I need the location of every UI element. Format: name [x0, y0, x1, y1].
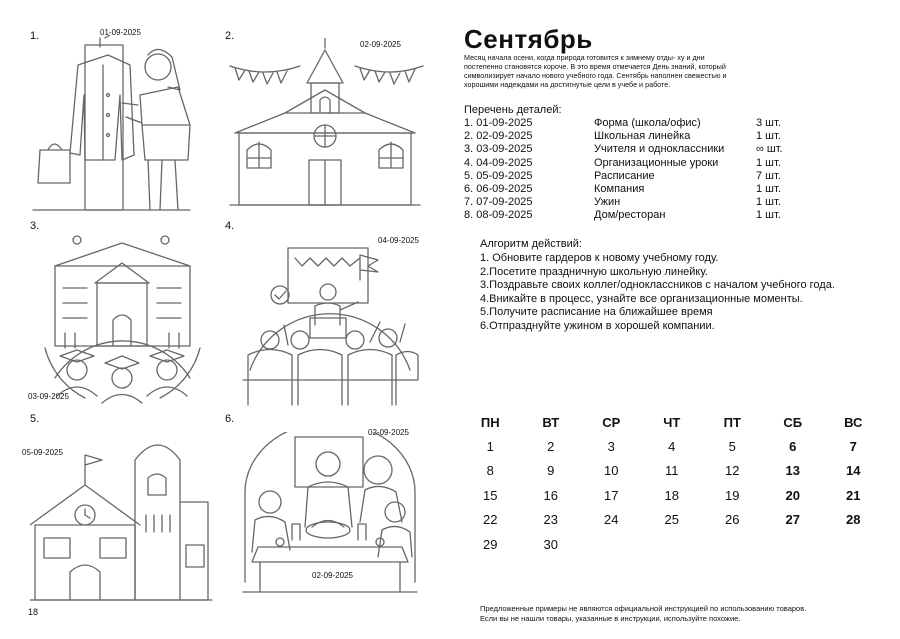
parts-qty: ∞ шт.: [756, 143, 783, 156]
calendar-day-weekend: 21: [846, 487, 861, 503]
parts-qty: 1 шт.: [756, 183, 781, 196]
calendar-day-weekend: 13: [785, 463, 800, 479]
calendar-day-weekend: 7: [849, 438, 857, 454]
calendar-week: [460, 532, 884, 557]
panel-4-number: 4.: [225, 220, 235, 232]
parts-row: [464, 196, 816, 209]
parts-row: [464, 117, 816, 130]
calendar-day-weekend: 28: [846, 512, 861, 528]
parts-row: [464, 143, 816, 156]
calendar-day: 5: [728, 438, 736, 454]
calendar-week: [460, 459, 884, 484]
calendar-day: 23: [543, 512, 558, 528]
panel-6-number: 6.: [225, 413, 235, 425]
coat-wardrobe-illustration: [30, 35, 195, 215]
algorithm-step: 1. Обновите гардеров к новому учебному году.: [480, 252, 719, 264]
parts-row: [464, 157, 816, 170]
calendar-day: 10: [604, 463, 619, 479]
calendar-day-weekend: 14: [846, 463, 861, 479]
page-number: 18: [28, 607, 39, 617]
panel-6-date-top: 02-09-2025: [368, 428, 409, 437]
calendar-day-weekend: 20: [785, 487, 800, 503]
graduates-illustration: [35, 228, 210, 408]
calendar-day: 22: [483, 512, 498, 528]
weekday-fri: ПТ: [723, 414, 741, 430]
calendar-day: 4: [668, 438, 676, 454]
parts-qty: 1 шт.: [756, 209, 781, 222]
calendar-day: 8: [486, 463, 494, 479]
panel-4-date: 04-09-2025: [378, 236, 419, 245]
parts-date: 2. 02-09-2025: [464, 130, 533, 143]
algorithm-step: 4.Вникайте в процесс, узнайте все организационные моменты.: [480, 292, 803, 305]
weekday-wed: СР: [602, 414, 621, 430]
calendar-day: 30: [543, 536, 558, 552]
calendar-weekday-row: [460, 410, 884, 434]
parts-item: Организационные уроки: [594, 156, 719, 169]
calendar-day: [642, 532, 703, 557]
parts-item: Форма (школа/офис): [594, 117, 701, 129]
calendar-day-weekend: 6: [789, 438, 797, 454]
intro-text: Месяц начала осени, когда природа готовится к зимнему отды- ху и дни постепенно становятся короче. В это время отмечается День знаний, который символизирует начало нового учебного года. Сентябрь наполнен свежестью и хорошими надеждами на достигнутые цели в учебе и работе.: [464, 53, 727, 89]
parts-item: Учителя и одноклассники: [594, 143, 725, 156]
algorithm-list: [480, 252, 835, 334]
weekday-mon: ПН: [480, 414, 500, 430]
parts-row: [464, 183, 816, 196]
calendar-day: 9: [547, 463, 555, 479]
calendar-day-weekend: [823, 532, 884, 557]
parts-heading: Перечень деталей:: [464, 104, 562, 116]
parts-date: 4. 04-09-2025: [464, 156, 533, 169]
calendar-day: 18: [664, 487, 679, 503]
calendar-day: 26: [725, 512, 740, 528]
calendar-day: 12: [725, 463, 740, 479]
footnote-line-1: Предложенные примеры не являются официальной инструкцией по использованию товаров.: [480, 604, 807, 613]
parts-qty: 1 шт.: [756, 156, 781, 169]
calendar-day: [702, 532, 763, 557]
calendar-day-weekend: 27: [785, 512, 800, 528]
parts-date: 1. 01-09-2025: [464, 117, 533, 129]
calendar-day: 19: [725, 487, 740, 503]
calendar-day: 11: [665, 463, 679, 479]
panel-3-date: 03-09-2025: [28, 392, 69, 401]
page-title: Сентябрь: [464, 24, 593, 54]
panel-1-number: 1.: [30, 30, 40, 42]
calendar-week: [460, 434, 884, 459]
family-dinner-illustration: [240, 432, 420, 600]
calendar-day: 3: [607, 438, 615, 454]
classroom-illustration: [240, 230, 420, 410]
algorithm-step: 2.Посетите праздничную школьную линейку.: [480, 265, 708, 278]
weekday-sun: ВС: [844, 414, 863, 430]
panel-2-number: 2.: [225, 30, 235, 42]
parts-qty: 3 шт.: [756, 117, 781, 129]
parts-qty: 1 шт.: [756, 196, 781, 209]
algorithm-step: 3.Поздравьте своих коллег/одноклассников с началом учебного года.: [480, 279, 835, 292]
calendar-day: 24: [604, 512, 619, 528]
algorithm-heading: Алгоритм действий:: [480, 238, 582, 250]
parts-table: [464, 117, 816, 223]
weekday-tue: ВТ: [542, 414, 560, 430]
panel-5-date: 05-09-2025: [22, 448, 63, 457]
parts-qty: 7 шт.: [756, 169, 781, 182]
parts-date: 6. 06-09-2025: [464, 183, 533, 196]
calendar-day: 1: [486, 438, 494, 454]
calendar-day: 2: [547, 438, 555, 454]
footnote-line-2: Если вы не нашли товары, указанные в инструкции, используйте похожие.: [480, 613, 741, 623]
algorithm-step: 5.Получите расписание на ближайшее время: [480, 306, 713, 319]
calendar-day-weekend: [763, 532, 824, 557]
school-building-illustration: [225, 38, 425, 213]
weekday-sat: СБ: [783, 414, 803, 430]
algorithm-step: 6.Отпразднуйте ужином в хорошей компании.: [480, 319, 715, 332]
parts-item: Ужин: [594, 196, 621, 209]
parts-qty: 1 шт.: [756, 130, 781, 143]
panel-2-date: 02-09-2025: [360, 40, 401, 49]
school-house-illustration: [30, 430, 215, 605]
calendar-day: 15: [483, 487, 498, 503]
calendar-day: 17: [604, 487, 619, 503]
parts-date: 3. 03-09-2025: [464, 143, 533, 156]
parts-item: Школьная линейка: [594, 130, 691, 143]
parts-item: Дом/ресторан: [594, 209, 666, 222]
panel-5-number: 5.: [30, 413, 40, 425]
calendar-day: 29: [483, 536, 498, 552]
panel-3-number: 3.: [30, 220, 40, 232]
footnote: [480, 604, 806, 623]
parts-item: Расписание: [594, 169, 655, 182]
parts-date: 7. 07-09-2025: [464, 196, 533, 209]
parts-row: [464, 130, 816, 143]
calendar-day: 25: [664, 512, 679, 528]
parts-date: 8. 08-09-2025: [464, 209, 533, 222]
panel-1-date: 01-09-2025: [100, 28, 141, 37]
month-calendar: [460, 410, 884, 557]
parts-item: Компания: [594, 183, 645, 196]
parts-row: [464, 170, 816, 183]
panel-6-date-bottom: 02-09-2025: [312, 571, 353, 580]
weekday-thu: ЧТ: [663, 414, 681, 430]
parts-date: 5. 05-09-2025: [464, 169, 533, 182]
calendar-week: [460, 508, 884, 533]
parts-row: [464, 209, 816, 222]
calendar-day: 16: [543, 487, 558, 503]
calendar-week: [460, 483, 884, 508]
calendar-day: [581, 532, 642, 557]
